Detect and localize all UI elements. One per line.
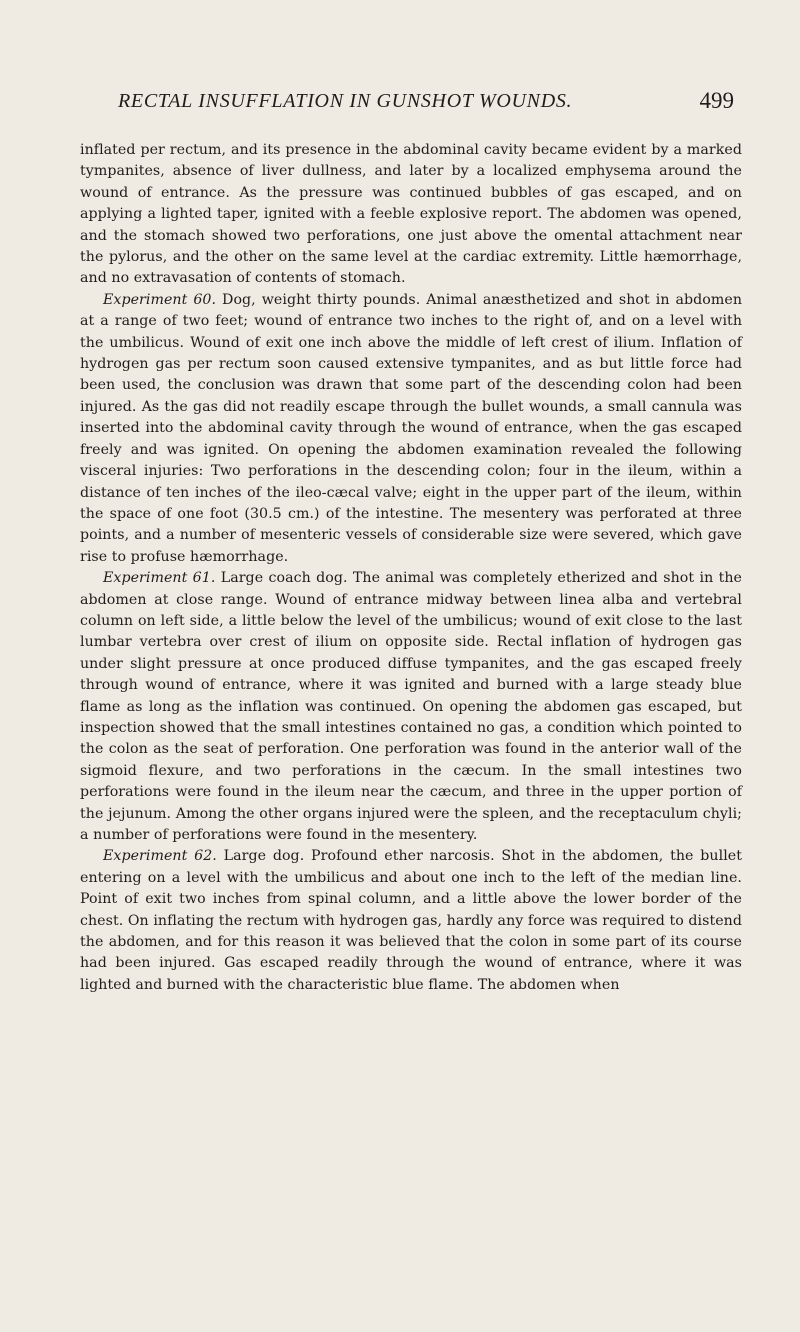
paragraph-continuation (80, 140, 742, 290)
paragraph-text: Large coach dog. The animal was completely etherized and shot in the abdomen at close range. Wound of entrance midway between linea alba and vertebral column on left side, a little below the level of the umbilicus; wound of exit close to the last lumbar vertebra over crest of ilium on opposite side. Rectal inflation of hydrogen gas under slight pressure at once produced diffuse tympanites, and the gas escaped freely through wound of entrance, where it was ignited and burned with a large steady blue flame as long as the inflation was continued. On opening the abdomen gas escaped, but inspection showed that the small intestines contained no gas, a condition which pointed to the colon as the seat of perforation. One perforation was found in the anterior wall of the sigmoid flexure, and two perforations in the cæcum. In the small intestines two perforations were found in the ileum near the cæcum, and three in the upper portion of the jejunum. Among the other organs injured were the spleen, and the receptaculum chyli; a number of perforations were found in the mesentery. (80, 570, 742, 843)
paragraph-experiment-62 (80, 846, 742, 996)
experiment-label: Experiment 62. (103, 848, 217, 865)
experiment-label: Experiment 61. (103, 570, 216, 587)
paragraph-text: inflated per rectum, and its presence in the abdominal cavity became evident by a marked tympanites, absence of liver dullness, and later by a localized emphysema around the wound of entrance. As the pressure was continued bubbles of gas escaped, and on applying a lighted taper, ignited with a feeble explosive report. The abdomen was opened, and the stomach showed two perforations, one just above the omental attachment near the pylorus, and the other on the same level at the cardiac extremity. Little hæmorrhage, and no extravasation of contents of stomach. (80, 142, 742, 287)
running-title: RECTAL INSUFFLATION IN GUNSHOT WOUNDS. (118, 90, 573, 112)
body-text (80, 140, 742, 996)
page-number: 499 (699, 88, 734, 113)
running-header (80, 88, 742, 128)
paragraph-experiment-61 (80, 568, 742, 846)
paragraph-text: Dog, weight thirty pounds. Animal anæsthetized and shot in abdomen at a range of two feet; wound of entrance two inches to the right of, and on a level with the umbilicus. Wound of exit one inch above the middle of left crest of ilium. Inflation of hydrogen gas per rectum soon caused extensive tympanites, and as but little force had been used, the conclusion was drawn that some part of the descending colon had been injured. As the gas did not readily escape through the bullet wounds, a small cannula was inserted into the abdominal cavity through the wound of entrance, when the gas escaped freely and was ignited. On opening the abdomen examination revealed the following visceral injuries: Two perforations in the descending colon; four in the ileum, within a distance of ten inches of the ileo-cæcal valve; eight in the upper part of the ileum, within the space of one foot (30.5 cm.) of the intestine. The mesentery was perforated at three points, and a number of mesenteric vessels of considerable size were severed, which gave rise to profuse hæmorrhage. (80, 291, 743, 565)
paragraph-text: Large dog. Profound ether narcosis. Shot in the abdomen, the bullet entering on a level with the umbilicus and about one inch to the left of the median line. Point of exit two inches from spinal column, and a little above the lower border of the chest. On inflating the rectum with hydrogen gas, hardly any force was required to distend the abdomen, and for this reason it was believed that the colon in some part of its course had been injured. Gas escaped readily through the wound of entrance, where it was lighted and burned with the characteristic blue flame. The abdomen when (80, 848, 742, 993)
experiment-label: Experiment 60. (103, 291, 217, 308)
book-page (80, 88, 742, 996)
paragraph-experiment-60 (80, 290, 742, 568)
